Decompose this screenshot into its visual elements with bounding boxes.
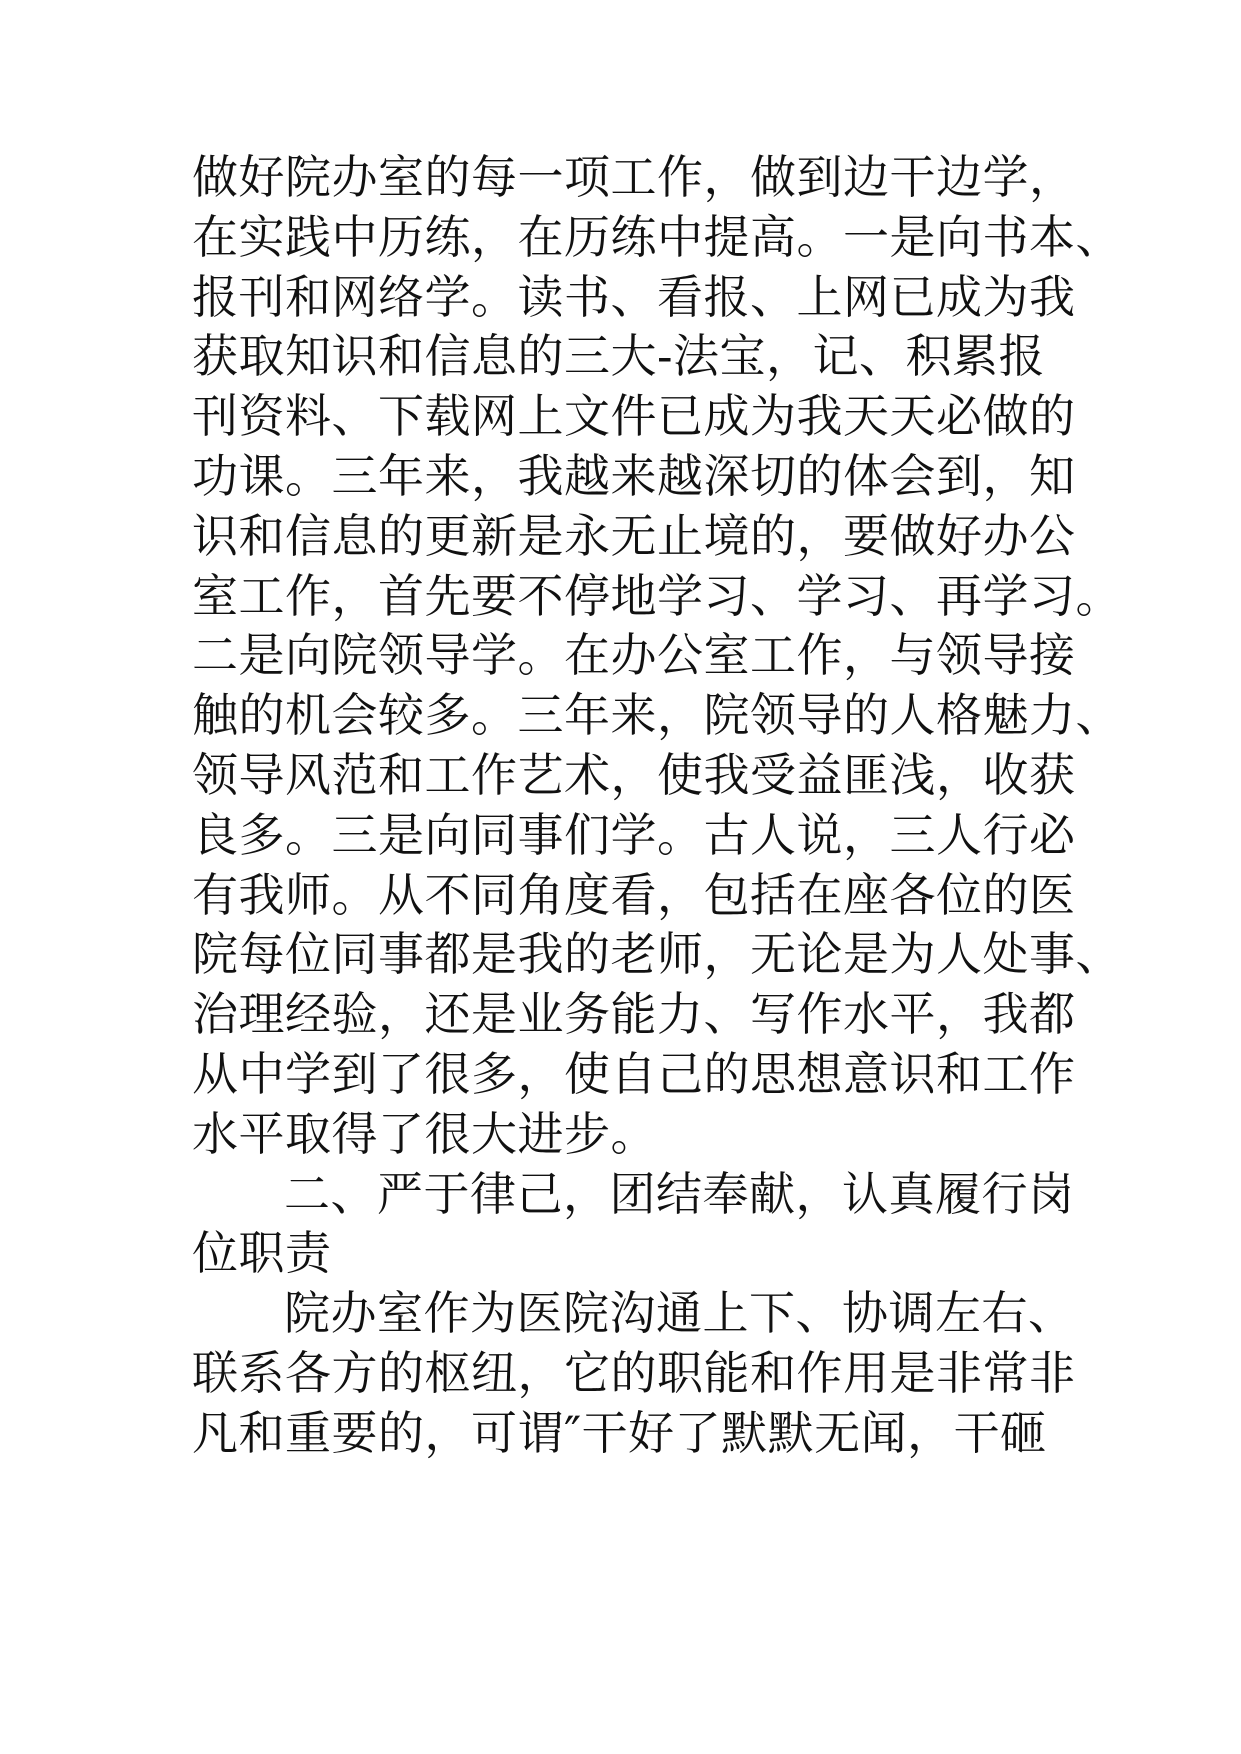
text-line: 治理经验，还是业务能力、写作水平，我都 <box>192 987 1076 1042</box>
text-line: 获取知识和信息的三大-法宝，记、积累报 <box>192 329 1046 384</box>
text-line: 有我师。从不同角度看，包括在座各位的医 <box>192 867 1076 922</box>
text-line: 院每位同事都是我的老师，无论是为人处事、 <box>192 927 1122 982</box>
body-text <box>192 148 1122 1464</box>
section-heading: 二、严于律己，团结奉献，认真履行岗 <box>284 1166 1075 1221</box>
text-line: 报刊和网络学。读书、看报、上网已成为我 <box>192 269 1076 324</box>
paragraph-start: 院办室作为医院沟通上下、协调左右、 <box>284 1286 1075 1341</box>
text-line: 做好院办室的每一项工作，做到边干边学， <box>192 150 1076 204</box>
text-line: 良多。三是向同事们学。古人说，三人行必 <box>192 807 1076 862</box>
text-line: 领导风范和工作艺术，使我受益匪浅，收获 <box>192 747 1076 802</box>
text-line: 触的机会较多。三年来，院领导的人格魅力、 <box>192 688 1122 743</box>
text-line: 从中学到了很多，使自己的思想意识和工作 <box>192 1046 1076 1101</box>
text-line: 在实践中历练，在历练中提高。一是向书本、 <box>192 209 1122 264</box>
text-line: 水平取得了很大进步。 <box>192 1106 657 1161</box>
text-line: 室工作，首先要不停地学习、学习、再学习。 <box>192 568 1122 623</box>
text-line: 联系各方的枢纽，它的职能和作用是非常非 <box>192 1345 1076 1400</box>
text-line: 刊资料、下载网上文件已成为我天天必做的 <box>192 389 1076 444</box>
text-line: 功课。三年来，我越来越深切的体会到，知 <box>192 448 1076 503</box>
text-line: 识和信息的更新是永无止境的，要做好办公 <box>192 508 1076 563</box>
text-line: 凡和重要的，可谓″干好了默默无闻，干砸 <box>192 1405 1047 1460</box>
section-heading-continuation: 位职责 <box>192 1226 332 1281</box>
text-line: 二是向院领导学。在办公室工作，与领导接 <box>192 628 1076 683</box>
